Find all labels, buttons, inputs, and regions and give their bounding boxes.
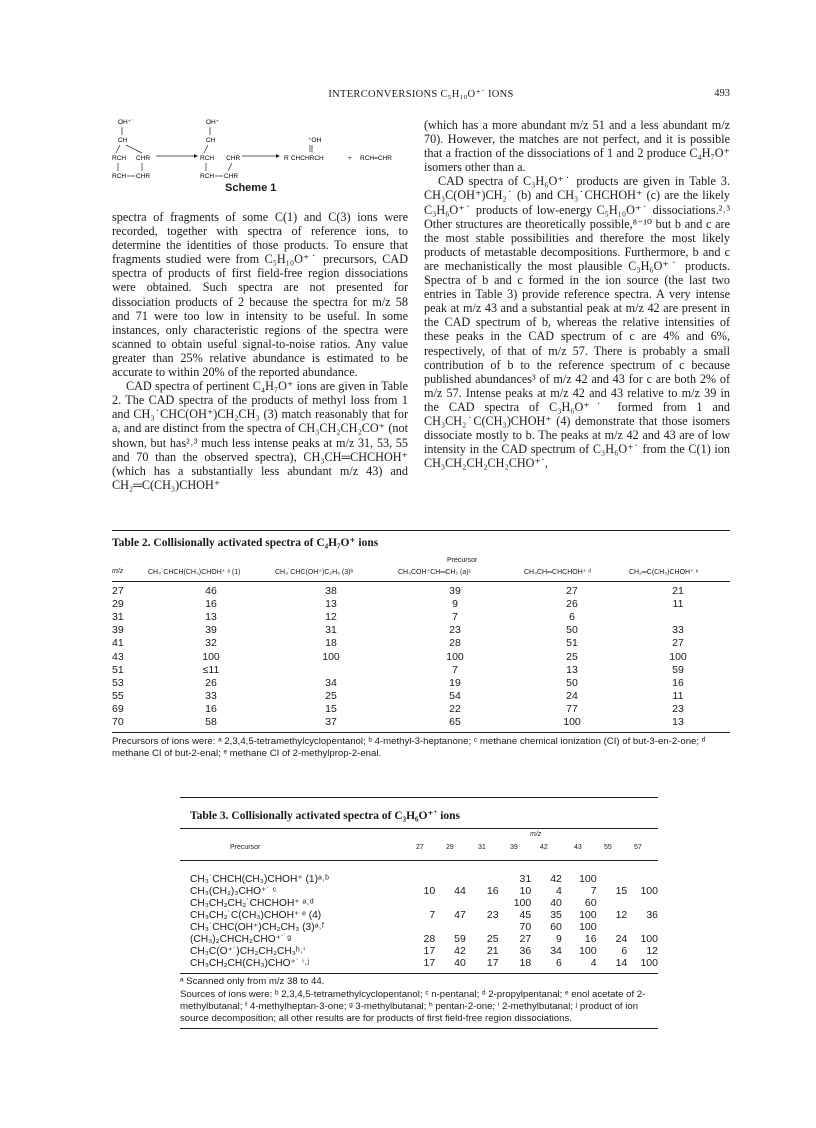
table-row: [190, 945, 658, 957]
table-cell: 100: [446, 650, 464, 663]
table-cell: 11: [672, 597, 684, 610]
table-cell: 33: [672, 624, 684, 637]
table-cell: 7: [590, 885, 597, 897]
scheme-label: ⁺OH: [308, 137, 322, 144]
table-cell: 27: [519, 933, 532, 945]
table-cell: 58: [205, 716, 217, 729]
table-cell: 16: [584, 933, 597, 945]
right-column: [424, 118, 730, 470]
table-cell: 39: [449, 584, 461, 597]
table-cell: 100: [202, 650, 220, 663]
table-row: [112, 690, 730, 703]
scheme-label: +: [348, 155, 352, 162]
table-cell: 100: [563, 716, 581, 729]
mz-header: m/z: [112, 568, 124, 575]
mz-column-header: 55: [604, 844, 612, 851]
table-cell: 16: [205, 597, 217, 610]
table-cell: 26: [566, 597, 578, 610]
scheme-label: RCH: [112, 173, 127, 180]
table-cell: 59: [454, 933, 466, 945]
scheme-label: CHR: [136, 155, 151, 162]
table-cell: 27: [566, 584, 578, 597]
table-cell: 100: [640, 957, 658, 969]
table-cell: 36: [646, 909, 658, 921]
scheme-label: OH⁺˙: [118, 119, 134, 126]
table-cell: 60: [584, 897, 597, 909]
table-2: [112, 584, 730, 729]
table-cell: 21: [672, 584, 684, 597]
table-row: [190, 921, 658, 933]
table-2-footnote: Precursors of ions were: ᵃ 2,3,4,5-tetramethylcyclopentanol; ᵇ 4-methyl-3-heptanone; ᶜ methane chemical ionization (CI) of but-3-en-2-one; ᵈ methane CI of but-2-enal; ᵉ methane CI of 2-methylprop-2-enal.: [112, 736, 706, 759]
table-cell: 19: [449, 676, 461, 689]
table-cell: [405, 921, 436, 933]
column-header: CH₂═C(CH₃)CHOH⁺ ᵉ: [629, 569, 699, 576]
mz-column-headers: [190, 844, 658, 854]
table-rule: [112, 732, 730, 733]
table-cell: 16: [672, 676, 684, 689]
table-cell: 23: [672, 703, 684, 716]
table-cell: 4: [590, 957, 597, 969]
table-cell: 36: [519, 945, 532, 957]
table-row: [112, 624, 730, 637]
table-cell: 28: [423, 933, 436, 945]
table-cell: 22: [449, 703, 461, 716]
table-rule: [112, 530, 730, 531]
table-cell: 39: [205, 624, 217, 637]
table-cell: 17: [423, 945, 436, 957]
table-cell: 100: [640, 933, 658, 945]
table-3-footnote-a: ᵃ Scanned only from m/z 38 to 44.: [180, 976, 325, 987]
mz-column-header: 42: [540, 844, 548, 851]
table-cell: [405, 873, 436, 885]
table-cell: 21: [486, 945, 499, 957]
running-title: INTERCONVERSIONS C₅H₁₀O⁺˙ IONS: [328, 89, 514, 100]
table-cell: 7: [452, 663, 458, 676]
scheme-label: OH⁺: [206, 119, 220, 126]
page-header: [112, 88, 730, 104]
mz-cell: 29: [112, 597, 124, 610]
table-3-title: Table 3. Collisionally activated spectra of C₃H₆O⁺˙ ions: [190, 810, 461, 822]
table-3: [190, 873, 658, 969]
table-cell: 40: [454, 957, 466, 969]
table-cell: 16: [205, 703, 217, 716]
table-cell: 47: [454, 909, 466, 921]
table-row: [112, 650, 730, 663]
table-cell: 24: [615, 933, 628, 945]
table-cell: 28: [449, 637, 461, 650]
precursor-cell: (CH₃)₂CHCH₂CHO⁺˙ ᵍ: [190, 933, 292, 945]
scheme-structure-2: [200, 119, 241, 180]
table-cell: 70: [519, 921, 532, 933]
table-row: [112, 584, 730, 597]
table-rule: [180, 1028, 658, 1029]
mz-cell: 51: [112, 663, 124, 676]
table-cell: 23: [486, 909, 499, 921]
scheme-label: ˙CHR: [224, 155, 241, 162]
body-paragraph: CAD spectra of C₃H₆O⁺˙ products are given in Table 3. CH₃C(OH⁺)CH₂˙ (b) and CH₃˙CHCHOH⁺ (c) are the likely C₃H₆O⁺˙ products of low-energy C₅H₁₀O⁺˙ dissociations.²˒³ Other structures are theoretically possible,⁸⁻¹⁰ but b and c are the most stable possibilities and therefore the most likely products of metastable decompositions. Furthermore, b and c are mechanistically the most plausible C₃H₆O⁺˙ products. Spectra of b and c formed in the ion source (the last two entries in Table 3) provide reference spectra. A very intense peak at m/z 43 and a substantial peak at m/z 42 are present in the CAD spectrum of b, whereas the relative intensities of these peaks in the CAD spectrum of c are 4% and 6%, respectively, of that of m/z 57. There is probably a small contribution of b to the reference spectrum of c because published abundances³ of m/z 42 and 43 for c are both 2% of m/z 57. Intense peaks at m/z 42 and 43 relative to m/z 39 in the CAD spectra of C₃H₆O⁺˙ formed from 1 and CH₃CH₂˙C(CH₃)CHOH⁺ (4) demonstrate that those isomers dissociate mostly to b. The peaks at m/z 42 and 43 are of low intensity in the CAD spectrum of C₃H₆O⁺˙ from the C(1) ion CH₃CH₂CH₂CH₂CHO⁺˙,: [424, 174, 730, 471]
column-header: CH₃CH═CHCHOH⁺ ᵈ: [524, 569, 592, 576]
table-cell: 6: [569, 610, 575, 623]
table-cell: 25: [325, 690, 337, 703]
table-cell: [466, 897, 499, 909]
mz-column-header: 27: [416, 844, 424, 851]
table-cell: 59: [672, 663, 684, 676]
body-paragraph: spectra of fragments of some C(1) and C(3) ions were recorded, together with spectra of reference ions, to determine the identities of those products. To ensure that fragments studied were from C₅H₁₀O⁺˙ precursors, CAD spectra of products of first field-free region dissociations were obtained. Such spectra are not presented for dissociation products of 2 because the spectra for m/z 58 and 71 were too low in intensity to be useful. In some instances, only characteristic regions of the spectra were scanned to obtain useful signal-to-noise ratios. Any value greater than 25% relative abundance is estimated to be accurate to within 20% of the reported abundance.: [112, 210, 408, 380]
table-cell: 9: [556, 933, 562, 945]
table-cell: 18: [325, 637, 337, 650]
table-row: [190, 873, 658, 885]
table-rule: [180, 860, 658, 861]
column-header: CH₃˙CHC(OH⁺)C₂H₅ (3)ᵇ: [275, 569, 354, 576]
table-2-title: Table 2. Collisionally activated spectra of C₄H₇O⁺ ions: [112, 537, 379, 549]
mz-column-header: 31: [478, 844, 486, 851]
table-cell: 11: [672, 690, 684, 703]
table-cell: 6: [556, 957, 562, 969]
table-cell: 13: [205, 610, 217, 623]
scheme-label: CH: [206, 137, 216, 144]
table-3-footnote-sources: Sources of ions were: ᵇ 2,3,4,5-tetramethylcyclopentanol; ᶜ n-pentanal; ᵈ 2-propylpentanal; ᵉ enol acetate of 2-methylbutanal; ᶠ 4-methylheptan-3-one; ᵍ 3-methylbutanal; ʰ pentan-2-one; ⁱ 2-methylbutanal; ʲ product of ion source decomposition; all other results are for products of first field-free region dissociations.: [180, 989, 646, 1024]
table-cell: 25: [566, 650, 578, 663]
scheme-label: RCH: [200, 155, 215, 162]
mz-cell: 53: [112, 676, 124, 689]
mz-cell: 39: [112, 624, 124, 637]
scheme-label: RCH: [200, 173, 215, 180]
table-cell: 13: [325, 597, 337, 610]
mz-cell: 70: [112, 716, 124, 729]
table-cell: [435, 873, 466, 885]
mz-column-header: 29: [446, 844, 454, 851]
precursor-cell: CH₃(CH₂)₃CHO⁺˙ ᶜ: [190, 885, 277, 897]
table-row: [112, 610, 730, 623]
table-cell: 7: [429, 909, 436, 921]
table-cell: 32: [205, 637, 217, 650]
precursor-cell: CH₃CH₂CH₂˙CHCHOH⁺ ᵃ˒ᵈ: [190, 897, 314, 909]
table-row: [190, 933, 658, 945]
page-number: 493: [714, 88, 730, 99]
table-cell: 34: [325, 676, 337, 689]
table-row: [112, 597, 730, 610]
mz-cell: 31: [112, 610, 124, 623]
table-cell: 9: [452, 597, 458, 610]
table-cell: 51: [566, 637, 578, 650]
table-cell: [626, 610, 730, 623]
precursor-cell: CH₃CH₂˙C(CH₃)CHOH⁺ ᵉ (4): [190, 909, 322, 921]
table-rule: [180, 797, 658, 798]
table-cell: 33: [205, 690, 217, 703]
table-cell: 46: [205, 584, 217, 597]
table-cell: [597, 873, 628, 885]
table-cell: 54: [449, 690, 461, 703]
table-cell: 42: [550, 873, 562, 885]
table-rule: [112, 581, 730, 582]
body-paragraph: (which has a more abundant m/z 51 and a less abundant m/z 70). However, the matches are not perfect, and it is possible that a fraction of the dissociations of 1 and 2 produce C₄H₇O⁺ isomers other than a.: [424, 118, 730, 175]
table-cell: 6: [621, 945, 628, 957]
column-header: CH₃˙CHCH(CH₃)CHOH⁺ ᵃ (1): [148, 569, 241, 576]
table-cell: 24: [566, 690, 578, 703]
table-cell: 100: [640, 885, 658, 897]
table-cell: [466, 873, 499, 885]
table-cell: 37: [325, 716, 337, 729]
table-cell: [435, 921, 466, 933]
column-header: CH₃COH⁺CH═CH₂ (a)ᶜ: [398, 569, 472, 576]
scheme-products: [284, 137, 392, 162]
table-cell: 14: [615, 957, 628, 969]
table-cell: [435, 897, 466, 909]
table-cell: 17: [423, 957, 436, 969]
table-row: [190, 897, 658, 909]
table-row: [190, 909, 658, 921]
table-cell: 10: [519, 885, 532, 897]
table-row: [190, 957, 658, 969]
table-row: [112, 637, 730, 650]
scheme-caption: Scheme 1: [225, 182, 277, 194]
scheme-structure-1: [112, 118, 150, 180]
mz-cell: 43: [112, 650, 124, 663]
mz-column-header: 39: [510, 844, 518, 851]
table-cell: 100: [579, 909, 597, 921]
table-row: [112, 676, 730, 689]
table-cell: 100: [669, 650, 687, 663]
table-cell: [466, 921, 499, 933]
mz-cell: 27: [112, 584, 124, 597]
table-cell: [627, 873, 658, 885]
table-cell: [405, 897, 436, 909]
table-cell: 100: [579, 945, 597, 957]
table-cell: [270, 663, 392, 676]
table-cell: [597, 897, 628, 909]
body-paragraph: CAD spectra of pertinent C₄H₇O⁺ ions are given in Table 2. The CAD spectra of the products of methyl loss from 1 and CH₃˙CHC(OH⁺)CH₂CH₃ (3) match reasonably that for a, and are distinct from the spectra of CH₃CH₂CH₂CO⁺ (not shown, but has²˒³ much less intense peaks at m/z 31, 53, 55 and 70 than the observed spectra), CH₃CH═CHCHOH⁺ (which has a substantially less abundant m/z 43) and CH₂═C(CH₃)CHOH⁺: [112, 379, 408, 492]
table-cell: 7: [452, 610, 458, 623]
mz-cell: 69: [112, 703, 124, 716]
mz-header: m/z: [530, 831, 542, 838]
table-row: [112, 716, 730, 729]
table-cell: 26: [205, 676, 217, 689]
scheme-label: R˙CHCHRCH: [284, 155, 324, 162]
mz-column-header: 43: [574, 844, 582, 851]
table-cell: [597, 921, 628, 933]
table-cell: 38: [325, 584, 337, 597]
table-cell: 100: [322, 650, 340, 663]
table-cell: 23: [449, 624, 461, 637]
table-cell: 45: [519, 909, 532, 921]
precursor-cell: CH₃C(O⁺˙)CH₂CH₂CH₃ʰ˒ⁱ: [190, 945, 306, 957]
table-cell: 100: [513, 897, 532, 909]
table-cell: 100: [579, 921, 597, 933]
table-cell: 31: [325, 624, 337, 637]
table-cell: 12: [646, 945, 658, 957]
mz-cell: 41: [112, 637, 124, 650]
table-cell: 31: [519, 873, 532, 885]
precursor-header: Precursor: [230, 844, 261, 851]
table-cell: 77: [566, 703, 578, 716]
table-cell: 35: [550, 909, 562, 921]
table-cell: 15: [325, 703, 337, 716]
table-rule: [180, 973, 658, 974]
precursor-cell: CH₃CH₂CH(CH₃)CHO⁺˙ ⁱ˒ʲ: [190, 957, 309, 969]
table-cell: 12: [325, 610, 337, 623]
table-cell: 15: [615, 885, 628, 897]
precursor-cell: CH₃˙CHC(OH⁺)CH₂CH₃ (3)ᵃ˒ᶠ: [190, 921, 325, 933]
table-row: [190, 885, 658, 897]
table-cell: 100: [579, 873, 597, 885]
table-cell: 65: [449, 716, 461, 729]
table-cell: 25: [486, 933, 499, 945]
table-cell: 42: [454, 945, 466, 957]
table-cell: 17: [486, 957, 499, 969]
table-cell: 4: [556, 885, 562, 897]
table-cell: 60: [550, 921, 562, 933]
table-cell: 44: [454, 885, 466, 897]
table-cell: 34: [550, 945, 562, 957]
precursor-cell: CH₃˙CHCH(CH₃)CHOH⁺ (1)ᵃ˒ᵇ: [190, 873, 330, 885]
left-column: [112, 210, 408, 492]
table-cell: 13: [566, 663, 578, 676]
mz-column-header: 57: [634, 844, 642, 851]
scheme-label: CHR: [224, 173, 239, 180]
table-cell: ≤11: [202, 663, 220, 676]
table-cell: 16: [486, 885, 499, 897]
table-cell: 12: [615, 909, 628, 921]
table-cell: 40: [550, 897, 562, 909]
scheme-label: RCH=CHR: [360, 155, 392, 162]
scheme-label: CH: [118, 137, 128, 144]
table-cell: 50: [566, 676, 578, 689]
table-row: [112, 703, 730, 716]
table-cell: 50: [566, 624, 578, 637]
scheme-label: RCH: [112, 155, 127, 162]
table-cell: 13: [672, 716, 684, 729]
table-cell: [627, 921, 658, 933]
table-cell: 10: [423, 885, 436, 897]
table-row: [112, 663, 730, 676]
table-rule: [180, 828, 658, 829]
table-cell: 18: [519, 957, 532, 969]
mz-cell: 55: [112, 690, 124, 703]
table-cell: 27: [672, 637, 684, 650]
scheme-label: CHR: [136, 173, 151, 180]
table-cell: [627, 897, 658, 909]
column-group-header: Precursor: [447, 557, 478, 564]
